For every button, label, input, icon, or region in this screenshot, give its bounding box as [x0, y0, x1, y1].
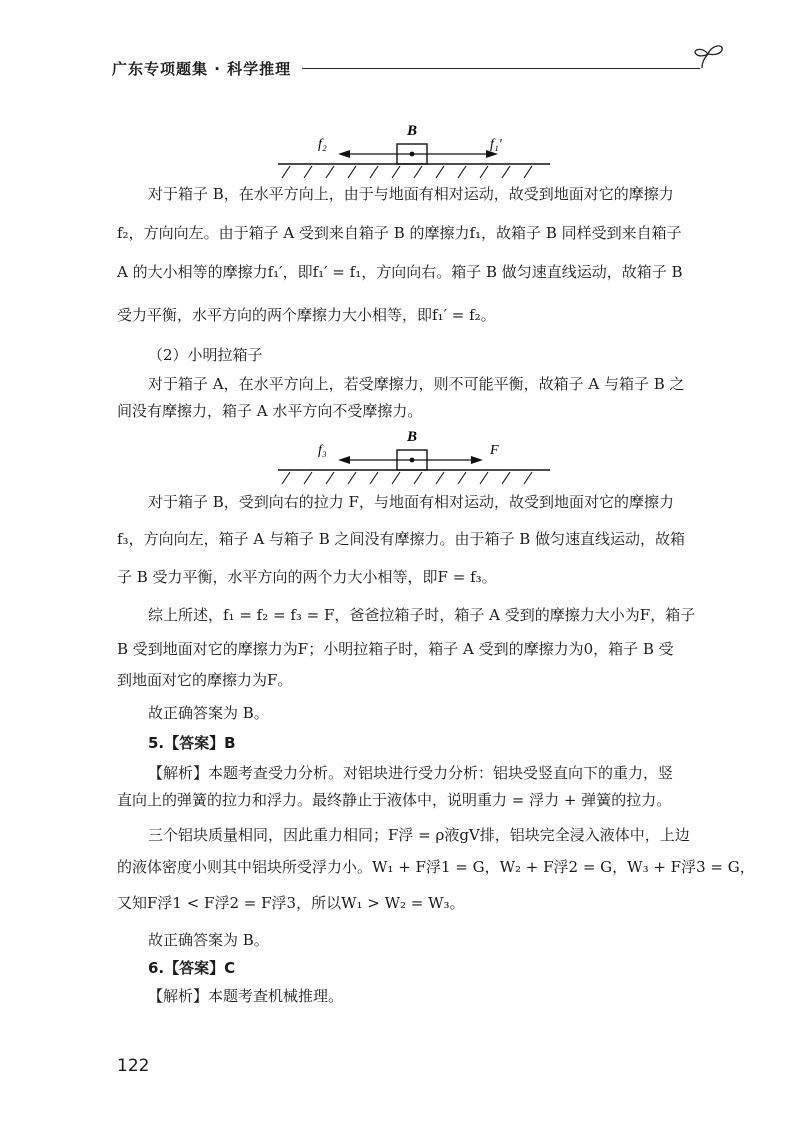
force-diagram-1	[270, 118, 560, 184]
text-line: 受力平衡，水平方向的两个摩擦力大小相等，即f₁′ = f₂。	[117, 306, 496, 324]
sprout-icon	[690, 40, 730, 70]
answer-heading: 5.【答案】B	[148, 734, 236, 752]
text-line: 对于箱子 B，受到向右的拉力 F，与地面有相对运动，故受到地面对它的摩擦力	[148, 493, 674, 511]
block-label: B	[407, 123, 418, 139]
text-line: 子 B 受力平衡，水平方向的两个力大小相等，即F = f₃。	[117, 568, 497, 586]
text-line: 故正确答案为 B。	[148, 704, 269, 722]
text-line: f₂，方向向左。由于箱子 A 受到来自箱子 B 的摩擦力f₁，故箱子 B 同样受到来自箱子	[117, 224, 682, 242]
text-line: 【解析】本题考查机械推理。	[148, 987, 344, 1005]
text-line: 的液体密度小则其中铝块所受浮力小。W₁ + F浮1 = G，W₂ + F浮2 = G，W₃ + F浮3 = G，	[117, 858, 755, 876]
text-line: A 的大小相等的摩擦力f₁′，即f₁′ = f₁，方向向右。箱子 B 做匀速直线运动，故箱子 B	[117, 263, 683, 281]
subheading: （2）小明拉箱子	[148, 346, 263, 364]
text-line: f₃，方向向左，箱子 A 与箱子 B 之间没有摩擦力。由于箱子 B 做匀速直线运动，故箱	[117, 530, 686, 548]
text-line: 故正确答案为 B。	[148, 931, 269, 949]
page-number: 122	[117, 1056, 150, 1076]
text-line: 对于箱子 B，在水平方向上，由于与地面有相对运动，故受到地面对它的摩擦力	[148, 185, 674, 203]
force-label-right: f₁′	[490, 137, 502, 152]
force-label-left: f₃	[318, 443, 327, 458]
force-label-left: f₂	[318, 137, 327, 152]
text-line: 综上所述，f₁ = f₂ = f₃ = F，爸爸拉箱子时，箱子 A 受到的摩擦力大小为F，箱子	[148, 606, 696, 624]
text-line: 直向上的弹簧的拉力和浮力。最终静止于液体中，说明重力 = 浮力 + 弹簧的拉力。	[117, 791, 672, 809]
text-line: B 受到地面对它的摩擦力为F；小明拉箱子时，箱子 A 受到的摩擦力为0，箱子 B 受	[117, 640, 674, 658]
answer-heading: 6.【答案】C	[148, 959, 236, 977]
text-line: 对于箱子 A，在水平方向上，若受摩擦力，则不可能平衡，故箱子 A 与箱子 B 之	[148, 375, 685, 393]
header-rule	[302, 68, 700, 69]
block-label: B	[407, 429, 418, 445]
text-line: 又知F浮1 < F浮2 = F浮3，所以W₁ > W₂ = W₃。	[117, 894, 465, 912]
text-line: 【解析】本题考查受力分析。对铝块进行受力分析：铝块受竖直向下的重力，竖	[148, 764, 674, 782]
force-diagram-2	[270, 424, 560, 490]
text-line: 间没有摩擦力，箱子 A 水平方向不受摩擦力。	[117, 402, 423, 420]
text-line: 到地面对它的摩擦力为F。	[117, 671, 293, 689]
text-line: 三个铝块质量相同，因此重力相同；F浮 = ρ液gV排，铝块完全浸入液体中，上边	[148, 826, 690, 844]
running-header: 广东专项题集 · 科学推理	[112, 60, 292, 78]
force-label-right: F	[490, 443, 499, 458]
